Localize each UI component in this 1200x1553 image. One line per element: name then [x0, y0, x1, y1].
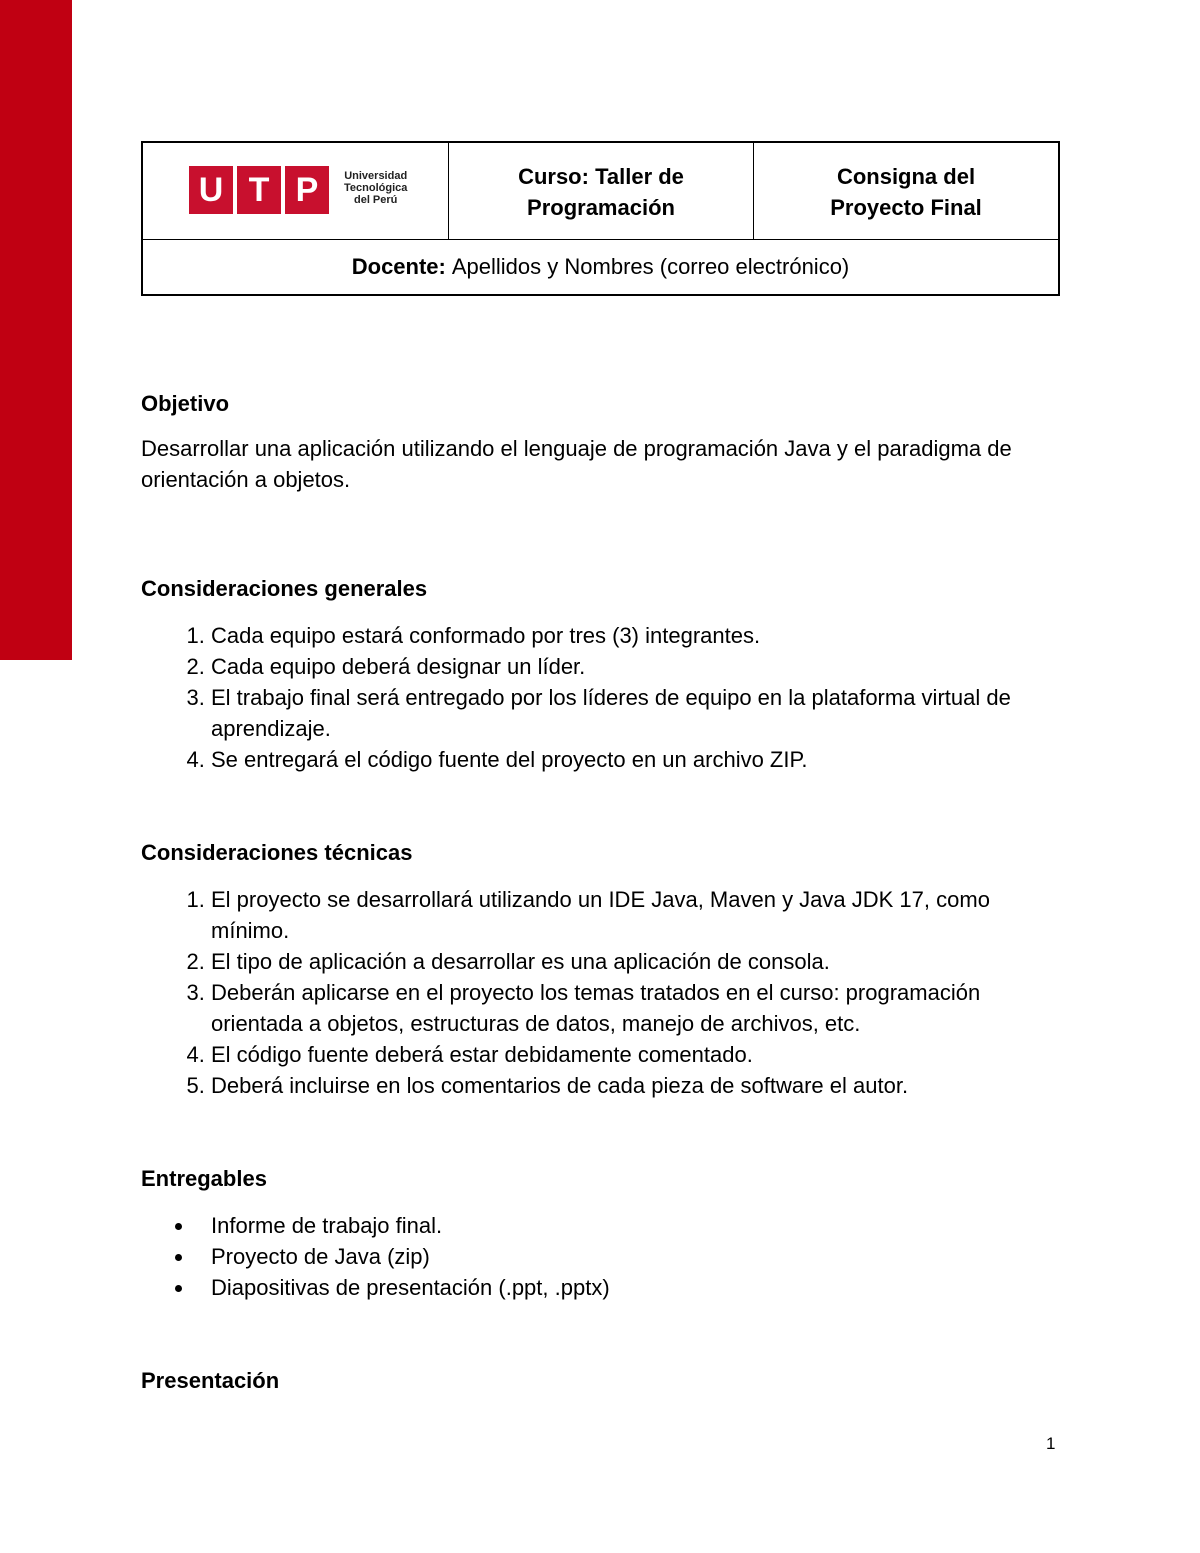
section-title-presentacion: Presentación — [141, 1368, 280, 1393]
logo-cell — [143, 143, 449, 240]
logo-letter-t: T — [237, 166, 281, 214]
logo-text-line: Tecnológica — [344, 182, 408, 194]
title-cell — [754, 143, 1058, 240]
list-item: 4. El código fuente deberá estar debidamente comentado. — [211, 1039, 1061, 1070]
section-title-tecnicas: Consideraciones técnicas — [141, 840, 413, 865]
section-title-objetivo: Objetivo — [141, 391, 230, 416]
page-number: 1 — [1046, 1434, 1056, 1453]
logo-university-name — [344, 170, 407, 206]
utp-logo — [189, 166, 409, 216]
course-line-1: Curso: Taller de — [518, 163, 684, 189]
list-item: 3. Deberán aplicarse en el proyecto los temas tratados en el curso: programación orientada a objetos, estructuras de datos, manejo de archivos, etc. — [211, 977, 1061, 1039]
list-item: Diapositivas de presentación (.ppt, .pptx) — [211, 1272, 1061, 1303]
list-item: 2. Cada equipo deberá designar un líder. — [211, 651, 1061, 682]
course-line-2: Programación — [527, 194, 675, 220]
list-item: 4. Se entregará el código fuente del proyecto en un archivo ZIP. — [211, 744, 1061, 775]
teacher-row — [143, 240, 1058, 294]
section-title-generales: Consideraciones generales — [141, 576, 428, 601]
header-top-row — [143, 143, 1058, 240]
list-item: Proyecto de Java (zip) — [211, 1241, 1061, 1272]
generales-list — [141, 620, 1061, 775]
teacher-label: Docente: — [351, 254, 446, 279]
document-title — [830, 161, 982, 223]
list-item: Informe de trabajo final. — [211, 1210, 1061, 1241]
list-item: 1. El proyecto se desarrollará utilizando un IDE Java, Maven y Java JDK 17, como mínimo. — [211, 884, 1061, 946]
logo-text-line: del Perú — [353, 194, 398, 206]
title-line-1: Consigna del — [836, 163, 976, 189]
logo-letter-u: U — [189, 166, 233, 214]
list-item: 3. El trabajo final será entregado por los líderes de equipo en la plataforma virtual de aprendizaje. — [211, 682, 1061, 744]
list-item: 5. Deberá incluirse en los comentarios de cada pieza de software el autor. — [211, 1070, 1061, 1101]
title-line-2: Proyecto Final — [830, 194, 982, 220]
teacher-value: Apellidos y Nombres (correo electrónico) — [451, 254, 850, 279]
list-item: 2. El tipo de aplicación a desarrollar es una aplicación de consola. — [211, 946, 1061, 977]
course-name — [518, 161, 684, 223]
document-header-table — [141, 141, 1060, 296]
tecnicas-list — [141, 884, 1061, 1101]
course-cell — [449, 143, 754, 240]
objetivo-text: Desarrollar una aplicación utilizando el lenguaje de programación Java y el paradigma de orientación a objetos. — [141, 436, 1012, 492]
entregables-list — [141, 1210, 1061, 1303]
document-body — [141, 388, 1061, 1396]
list-item: 1. Cada equipo estará conformado por tres (3) integrantes. — [211, 620, 1061, 651]
side-accent-bar — [0, 0, 72, 660]
logo-letter-p: P — [285, 166, 329, 214]
section-title-entregables: Entregables — [141, 1166, 267, 1191]
logo-text-line: Universidad — [344, 170, 408, 182]
